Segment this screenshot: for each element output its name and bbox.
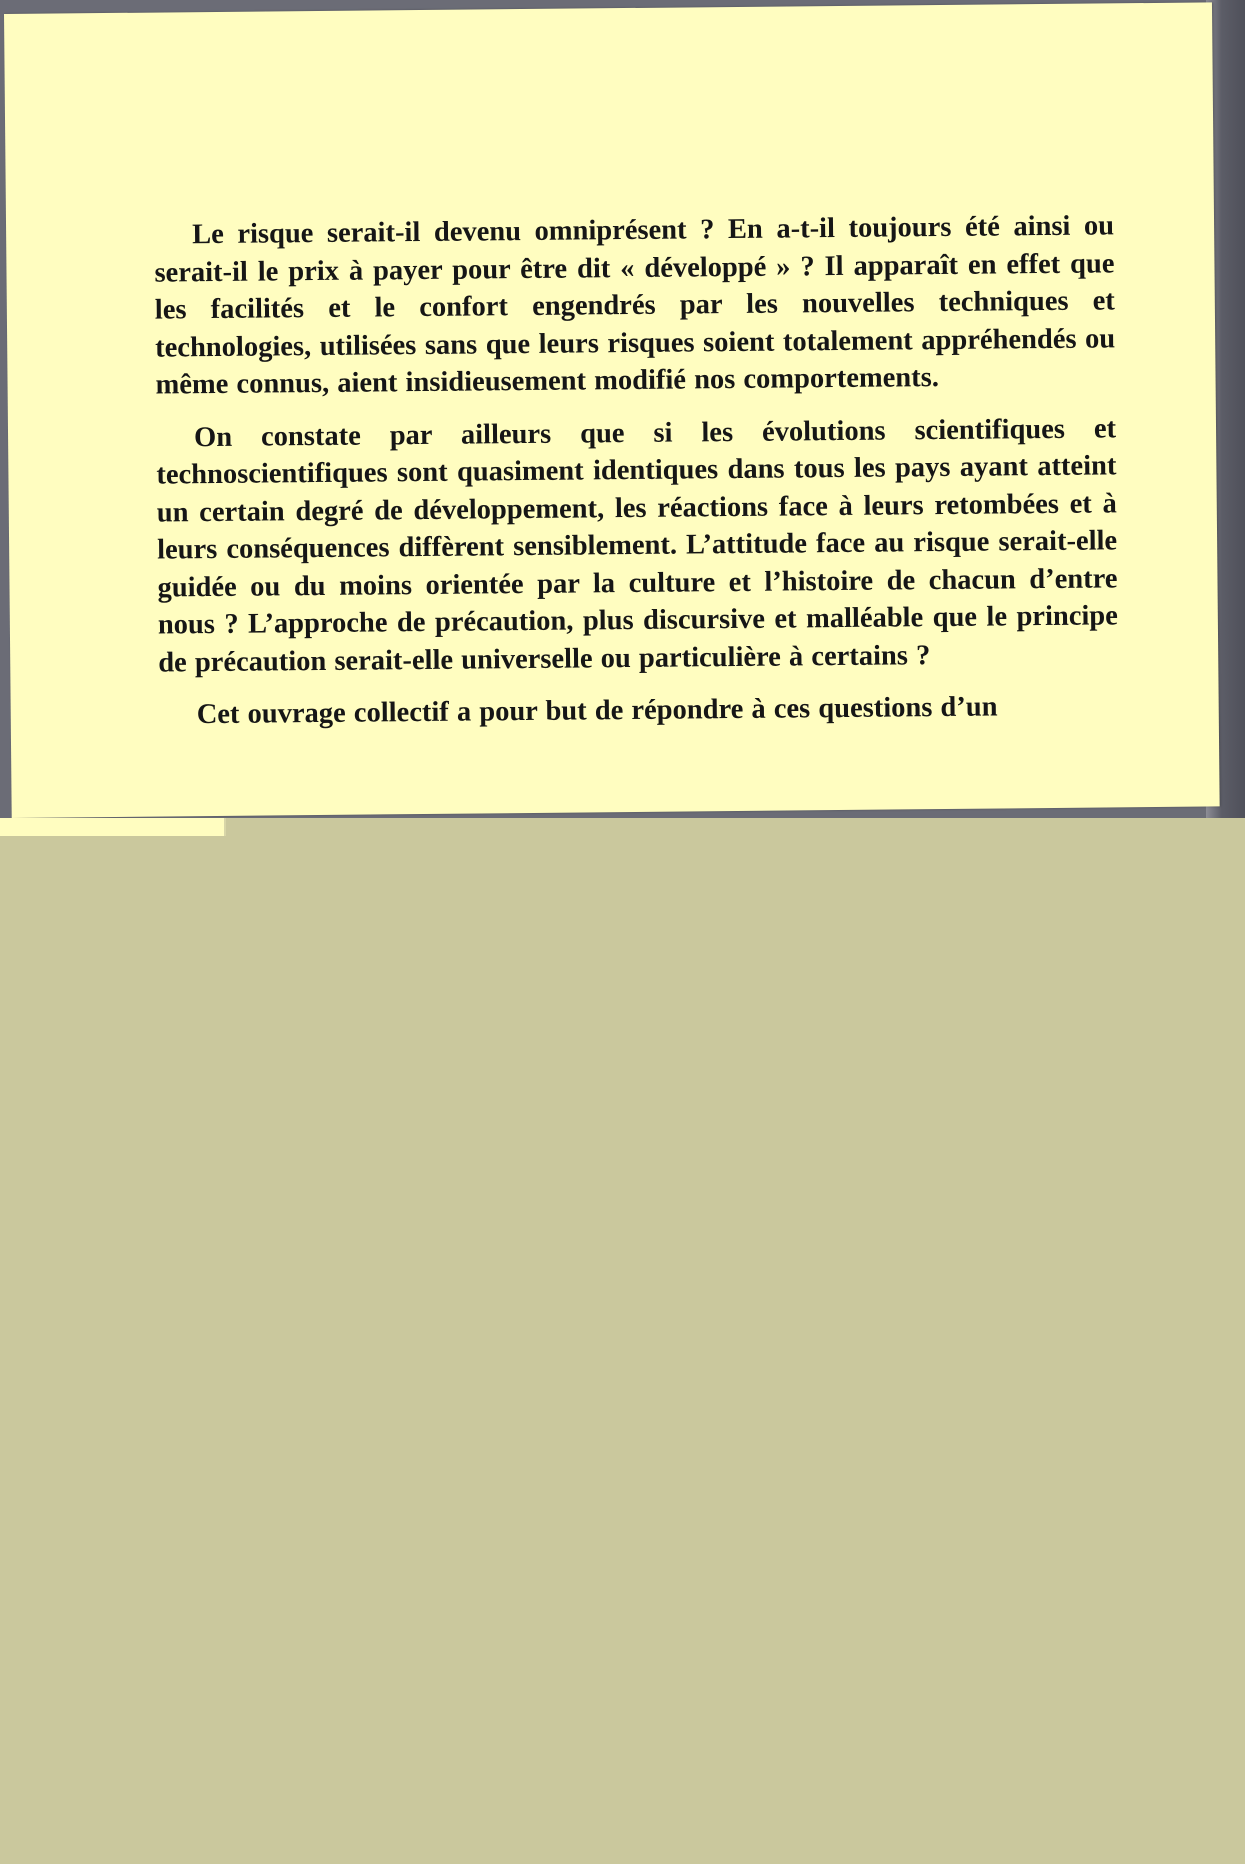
paragraph-1: Le risque serait-il devenu omniprésent ? En a-t-il toujours été ainsi ou serait-il le prix à payer pour être dit « développé » ? Il apparaît en effet que les facilités et le confort engendrés par les nouvelles techniques et technologies, utilisées sans que leurs risques soient totalement appréhendés ou même connus, aient insidieusement modifié nos comportements. [154,210,1116,401]
blurb-text [154,207,1119,734]
occluding-panel-edge [224,818,226,836]
paragraph-3: Cet ouvrage collectif a pour but de répondre à ces questions d’un [196,691,998,731]
occluding-panel-notch [0,818,226,836]
paragraph-2: On constate par ailleurs que si les évolutions scientifiques et technoscientifiques sont quasiment identiques dans tous les pays ayant atteint un certain degré de développement, les réactions face à leurs retombées et à leurs conséquences diffèrent sensiblement. L’attitude face au risque serait-elle guidée ou du moins orientée par la culture et l’histoire de chacun d’entre nous ? L’approche de précaution, plus discursive et malléable que le principe de précaution serait-elle universelle ou particulière à certains ? [156,412,1118,679]
occluding-panel [0,818,1245,1864]
book-back-cover-page [4,2,1220,818]
